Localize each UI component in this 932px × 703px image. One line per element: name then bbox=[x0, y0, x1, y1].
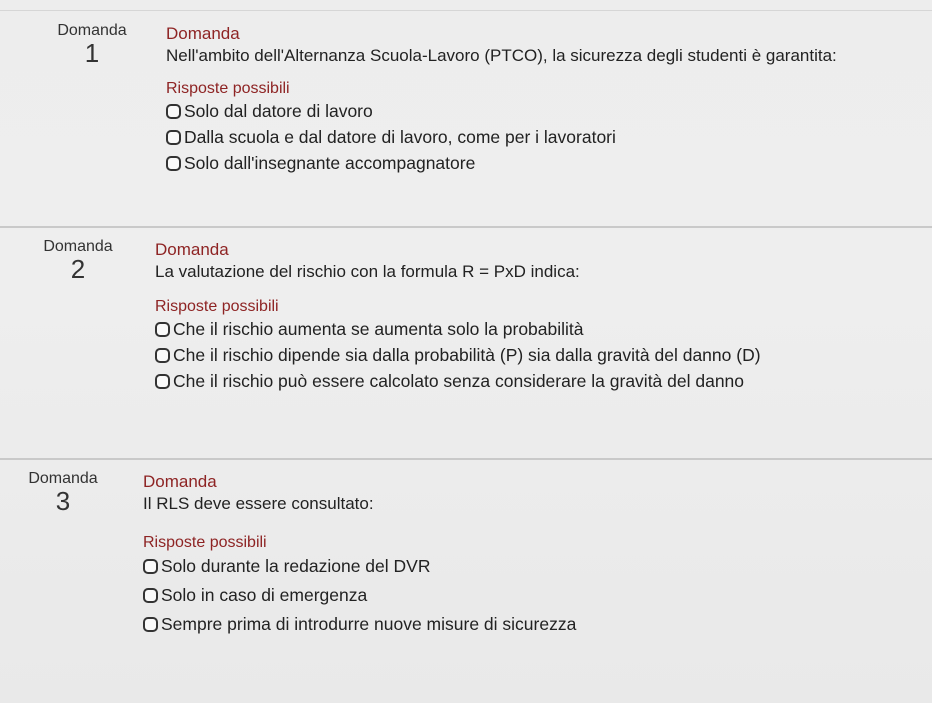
question-body bbox=[143, 472, 576, 639]
radio-button[interactable] bbox=[155, 348, 170, 363]
radio-button[interactable] bbox=[143, 559, 158, 574]
radio-button[interactable] bbox=[155, 374, 170, 389]
answer-option[interactable] bbox=[155, 368, 761, 394]
question-number-block bbox=[42, 22, 142, 66]
question-divider bbox=[0, 458, 932, 460]
answer-text: Solo dal datore di lavoro bbox=[184, 100, 373, 121]
question-number-word: Domanda bbox=[43, 238, 113, 255]
question-text: Nell'ambito dell'Alternanza Scuola-Lavoro (PTCO), la sicurezza degli studenti è garantita: bbox=[166, 46, 837, 65]
radio-button[interactable] bbox=[143, 617, 158, 632]
answer-text: Solo in caso di emergenza bbox=[161, 585, 368, 605]
question-body bbox=[155, 240, 761, 394]
answer-option[interactable] bbox=[155, 316, 761, 342]
answer-text: Che il rischio può essere calcolato senza considerare la gravità del danno bbox=[173, 370, 745, 391]
answer-option[interactable] bbox=[166, 150, 837, 176]
answer-option[interactable] bbox=[166, 98, 837, 124]
answer-option[interactable] bbox=[143, 552, 576, 581]
question-text: Il RLS deve essere consultato: bbox=[143, 494, 374, 513]
question-label: Domanda bbox=[155, 240, 229, 259]
question-label: Domanda bbox=[143, 472, 217, 491]
question-number: 3 bbox=[55, 486, 71, 516]
answer-option[interactable] bbox=[143, 581, 576, 610]
radio-button[interactable] bbox=[166, 104, 181, 119]
radio-button[interactable] bbox=[155, 322, 170, 337]
answer-option[interactable] bbox=[166, 124, 837, 150]
question-number: 2 bbox=[70, 254, 86, 284]
answers-label: Risposte possibili bbox=[143, 534, 267, 551]
answer-text: Che il rischio dipende sia dalla probabilità (P) sia dalla gravità del danno (D) bbox=[173, 344, 761, 365]
question-body bbox=[166, 24, 837, 176]
question-number-block bbox=[13, 470, 113, 514]
answers-label: Risposte possibili bbox=[166, 80, 290, 97]
question-number-word: Domanda bbox=[57, 22, 127, 39]
question-number-block bbox=[28, 238, 128, 282]
answer-text: Che il rischio aumenta se aumenta solo la probabilità bbox=[173, 318, 584, 339]
answer-text: Dalla scuola e dal datore di lavoro, come per i lavoratori bbox=[184, 126, 616, 147]
question-number-word: Domanda bbox=[28, 470, 98, 487]
top-divider bbox=[0, 10, 932, 11]
question-number: 1 bbox=[84, 38, 100, 68]
answer-option[interactable] bbox=[143, 610, 576, 639]
answer-option[interactable] bbox=[155, 342, 761, 368]
answer-text: Solo dall'insegnante accompagnatore bbox=[184, 152, 476, 173]
answers-label: Risposte possibili bbox=[155, 298, 279, 315]
radio-button[interactable] bbox=[166, 156, 181, 171]
answer-text: Solo durante la redazione del DVR bbox=[161, 556, 431, 576]
radio-button[interactable] bbox=[143, 588, 158, 603]
radio-button[interactable] bbox=[166, 130, 181, 145]
answer-text: Sempre prima di introdurre nuove misure di sicurezza bbox=[161, 614, 577, 634]
question-text: La valutazione del rischio con la formula R = PxD indica: bbox=[155, 262, 580, 281]
question-label: Domanda bbox=[166, 24, 240, 43]
question-divider bbox=[0, 226, 932, 228]
